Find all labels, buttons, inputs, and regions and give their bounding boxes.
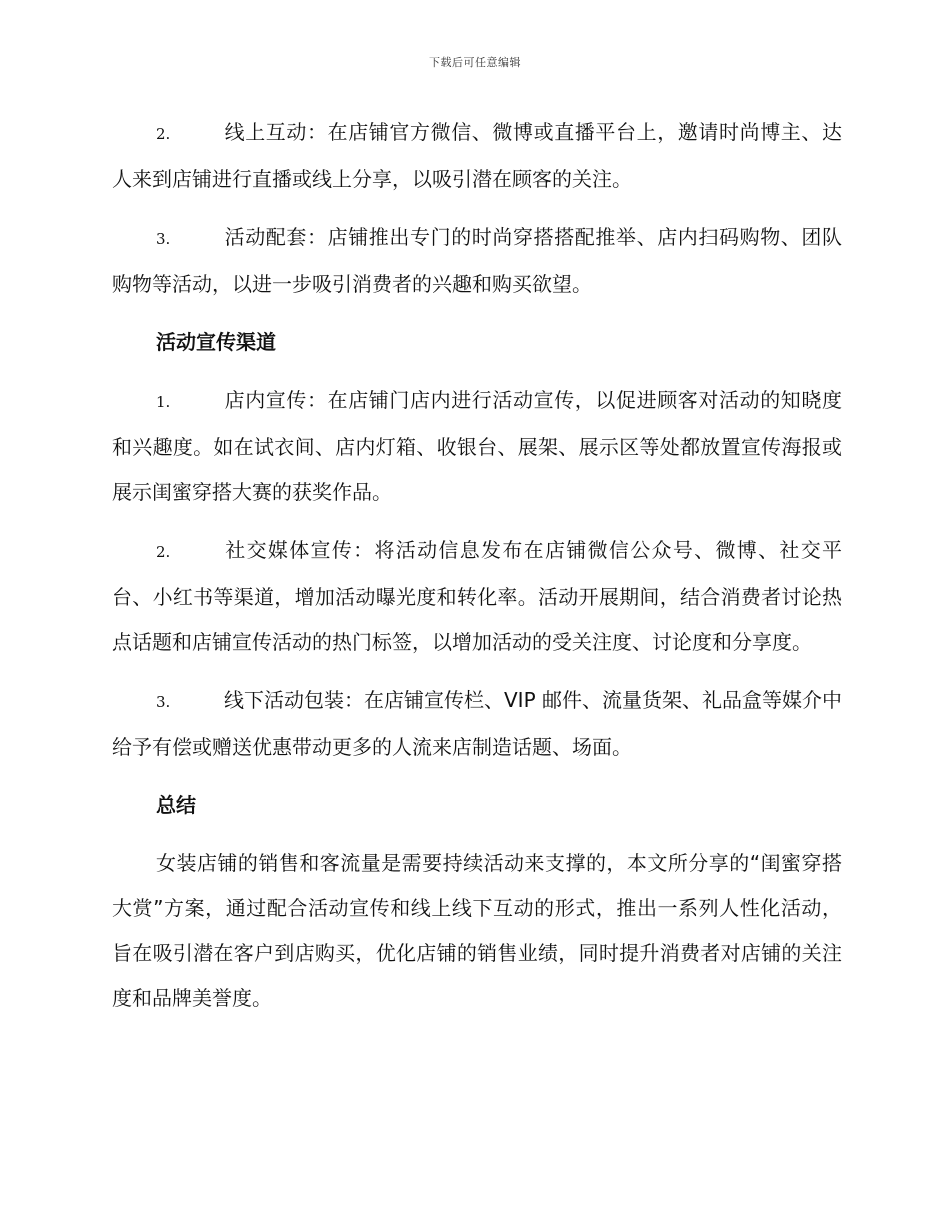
- list-item: [112, 528, 842, 665]
- list-number: 1.: [156, 393, 171, 411]
- document-body: [112, 110, 842, 1034]
- list-number: 3.: [156, 693, 171, 711]
- section-heading: 总结: [156, 793, 196, 817]
- list-item: [112, 110, 842, 202]
- list-number: 2.: [156, 543, 171, 561]
- list-item: [112, 215, 842, 307]
- summary-paragraph: 女装店铺的销售和客流量是需要持续活动来支撑的，本文所分享的“闺蜜穿搭大赏”方案，通过配合活动宣传和线上线下互动的形式，推出一系列人性化活动，旨在吸引潜在客户到店购买，优化店铺的销售业绩，同时提升消费者对店铺的关注度和品牌美誉度。: [112, 851, 842, 1010]
- list-item-text: 线上互动：在店铺官方微信、微博或直播平台上，邀请时尚博主、达人来到店铺进行直播或线上分享，以吸引潜在顾客的关注。: [112, 120, 842, 191]
- list-item-text: 社交媒体宣传：将活动信息发布在店铺微信公众号、微博、社交平台、小红书等渠道，增加活动曝光度和转化率。活动开展期间，结合消费者讨论热点话题和店铺宣传活动的热门标签，以增加活动的受关注度、讨论度和分享度。: [112, 538, 842, 654]
- list-item-text: 线下活动包装：在店铺宣传栏、VIP 邮件、流量货架、礼品盒等媒介中给予有偿或赠送优惠带动更多的人流来店制造话题、场面。: [112, 688, 842, 759]
- list-item: [112, 678, 842, 770]
- page-header: 下载后可任意编辑: [429, 56, 521, 69]
- list-number: 3.: [156, 230, 171, 248]
- section-heading: 活动宣传渠道: [156, 330, 276, 354]
- list-item-text: 店内宣传：在店铺门店内进行活动宣传，以促进顾客对活动的知晓度和兴趣度。如在试衣间、店内灯箱、收银台、展架、展示区等处都放置宣传海报或展示闺蜜穿搭大赛的获奖作品。: [112, 388, 842, 504]
- list-number: 2.: [156, 125, 171, 143]
- list-item-text: 活动配套：店铺推出专门的时尚穿搭搭配推举、店内扫码购物、团队购物等活动，以进一步吸引消费者的兴趣和购买欲望。: [112, 225, 842, 296]
- list-item: [112, 378, 842, 515]
